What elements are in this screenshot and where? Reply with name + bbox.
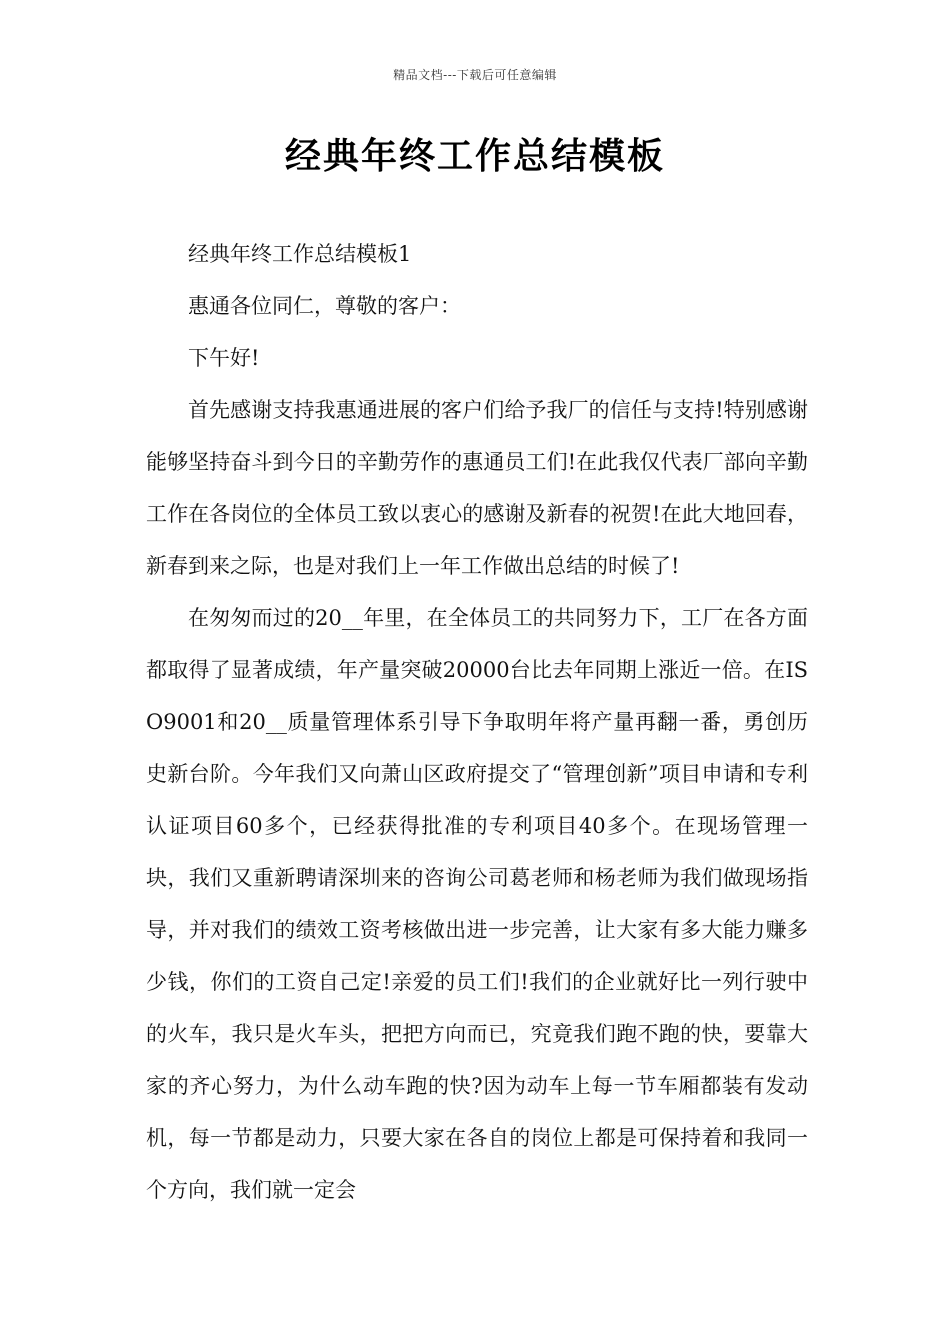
- paragraph-achievements: 在匆匆而过的20__年里，在全体员工的共同努力下，工厂在各方面都取得了显著成绩，年产量突破20000台比去年同期上涨近一倍。在ISO9001和20__质量管理体系引导下争取明年将产量再翻一番，勇创历史新台阶。今年我们又向萧山区政府提交了“管理创新”项目申请和专利认证项目60多个，已经获得批准的专利项目40多个。在现场管理一块，我们又重新聘请深圳来的咨询公司葛老师和杨老师为我们做现场指导，并对我们的绩效工资考核做出进一步完善，让大家有多大能力赚多少钱，你们的工资自己定!亲爱的员工们!我们的企业就好比一列行驶中的火车，我只是火车头，把把方向而已，究竟我们跑不跑的快，要靠大家的齐心努力，为什么动车跑的快?因为动车上每一节车厢都装有发动机，每一节都是动力，只要大家在各自的岗位上都是可保持着和我同一个方向，我们就一定会: [146, 606, 808, 1202]
- paragraph-thanks: 首先感谢支持我惠通进展的客户们给予我厂的信任与支持!特别感谢能够坚持奋斗到今日的辛勤劳作的惠通员工们!在此我仅代表厂部向辛勤工作在各岗位的全体员工致以衷心的感谢及新春的祝贺!在此大地回春，新春到来之际，也是对我们上一年工作做出总结的时候了!: [146, 398, 808, 578]
- paragraph-greeting: 下午好!: [188, 346, 260, 370]
- document-body: [146, 228, 808, 1216]
- paragraph-salutation: 惠通各位同仁，尊敬的客户：: [188, 294, 461, 318]
- document-title: 经典年终工作总结模板: [284, 135, 665, 177]
- paragraph-subtitle: 经典年终工作总结模板1: [188, 242, 412, 266]
- header-note: 精品文档---下载后可任意编辑: [393, 68, 557, 82]
